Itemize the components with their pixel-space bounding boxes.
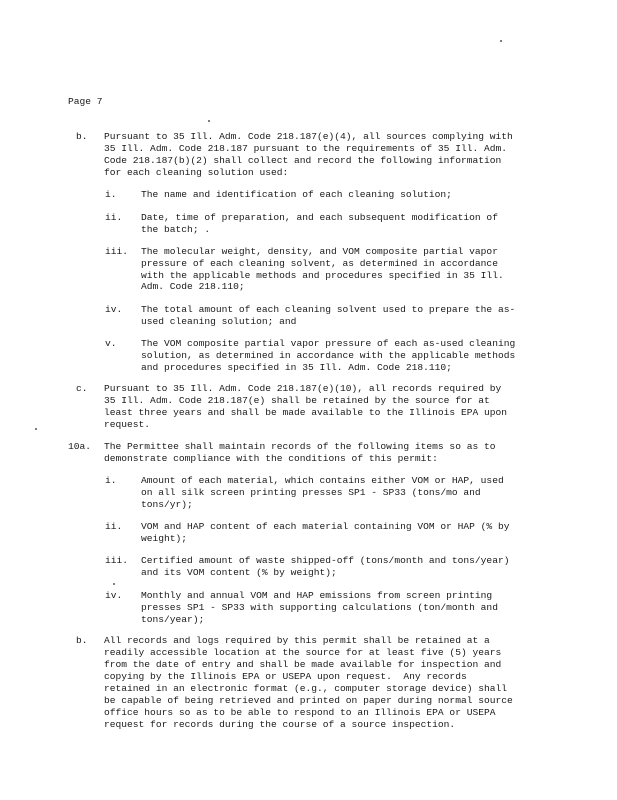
list-item-line: and its VOM content (% by weight); bbox=[141, 567, 337, 578]
scan-speck bbox=[113, 583, 115, 585]
list-item-line: VOM and HAP content of each material containing VOM or HAP (% by bbox=[141, 521, 510, 532]
paragraph-line: from the date of entry and shall be made available for inspection and bbox=[104, 659, 502, 670]
list-item-line: weight); bbox=[141, 533, 188, 544]
list-item-line: presses SP1 - SP33 with supporting calculations (ton/month and bbox=[141, 602, 498, 613]
list-item-line: Monthly and annual VOM and HAP emissions from screen printing bbox=[141, 590, 493, 601]
paragraph-line: office hours so as to be able to respond to an Illinois EPA or USEPA bbox=[104, 707, 496, 718]
paragraph-line: request for records during the course of a source inspection. bbox=[104, 719, 456, 730]
paragraph-line: copying by the Illinois EPA or USEPA upon request. Any records bbox=[104, 671, 467, 682]
paragraph-line: Pursuant to 35 Ill. Adm. Code 218.187(e)(10), all records required by bbox=[104, 383, 502, 394]
list-item-line: Date, time of preparation, and each subsequent modification of bbox=[141, 212, 498, 223]
paragraph-line: least three years and shall be made available to the Illinois EPA upon bbox=[104, 407, 508, 418]
list-item-line: tons/year); bbox=[141, 614, 205, 625]
list-item-label: i. bbox=[105, 189, 117, 200]
paragraph-line: retained in an electronic format (e.g., computer storage device) shall bbox=[104, 683, 508, 694]
paragraph-line: readily accessible location at the source for at least five (5) years bbox=[104, 647, 502, 658]
list-item-line: used cleaning solution; and bbox=[141, 316, 297, 327]
paragraph-label: b. bbox=[76, 635, 88, 646]
list-item-line: The name and identification of each cleaning solution; bbox=[141, 189, 452, 200]
paragraph-line: 35 Ill. Adm. Code 218.187 pursuant to the requirements of 35 Ill. Adm. bbox=[104, 143, 508, 154]
paragraph-line: request. bbox=[104, 419, 151, 430]
list-item-label: v. bbox=[105, 338, 117, 349]
list-item-line: Adm. Code 218.110; bbox=[141, 281, 245, 292]
scan-speck bbox=[208, 120, 210, 122]
paragraph-line: for each cleaning solution used: bbox=[104, 167, 289, 178]
page-label: Page 7 bbox=[68, 96, 103, 107]
scan-speck bbox=[35, 428, 37, 430]
list-item-line: with the applicable methods and procedures specified in 35 Ill. bbox=[141, 270, 504, 281]
paragraph-line: The Permittee shall maintain records of the following items so as to bbox=[104, 441, 496, 452]
paragraph-line: Code 218.187(b)(2) shall collect and record the following information bbox=[104, 155, 502, 166]
list-item-label: ii. bbox=[105, 212, 123, 223]
list-item-line: on all silk screen printing presses SP1 - SP33 (tons/mo and bbox=[141, 487, 481, 498]
list-item-label: iv. bbox=[105, 590, 123, 601]
paragraph-label: b. bbox=[76, 131, 88, 142]
paragraph-line: demonstrate compliance with the conditions of this permit: bbox=[104, 453, 438, 464]
list-item-line: Certified amount of waste shipped-off (tons/month and tons/year) bbox=[141, 555, 510, 566]
paragraph-line: be capable of being retrieved and printed on paper during normal source bbox=[104, 695, 513, 706]
list-item-label: iii. bbox=[105, 555, 129, 566]
paragraph-line: Pursuant to 35 Ill. Adm. Code 218.187(e)(4), all sources complying with bbox=[104, 131, 513, 142]
list-item-line: and procedures specified in 35 Ill. Adm. Code 218.110; bbox=[141, 362, 452, 373]
list-item-line: the batch; . bbox=[141, 224, 211, 235]
list-item-label: ii. bbox=[105, 521, 123, 532]
list-item-label: iii. bbox=[105, 246, 129, 257]
list-item-label: i. bbox=[105, 475, 117, 486]
list-item-line: tons/yr); bbox=[141, 499, 193, 510]
list-item-line: Amount of each material, which contains either VOM or HAP, used bbox=[141, 475, 504, 486]
section-label: 10a. bbox=[68, 441, 92, 452]
list-item-line: solution, as determined in accordance with the applicable methods bbox=[141, 350, 516, 361]
paragraph-label: c. bbox=[76, 383, 88, 394]
scan-speck bbox=[500, 40, 502, 42]
paragraph-line: All records and logs required by this permit shall be retained at a bbox=[104, 635, 490, 646]
list-item-line: The VOM composite partial vapor pressure of each as-used cleaning bbox=[141, 338, 516, 349]
list-item-line: The molecular weight, density, and VOM composite partial vapor bbox=[141, 246, 498, 257]
list-item-line: The total amount of each cleaning solvent used to prepare the as- bbox=[141, 304, 516, 315]
list-item-label: iv. bbox=[105, 304, 123, 315]
list-item-line: pressure of each cleaning solvent, as determined in accordance bbox=[141, 258, 498, 269]
paragraph-line: 35 Ill. Adm. Code 218.187(e) shall be retained by the source for at bbox=[104, 395, 490, 406]
